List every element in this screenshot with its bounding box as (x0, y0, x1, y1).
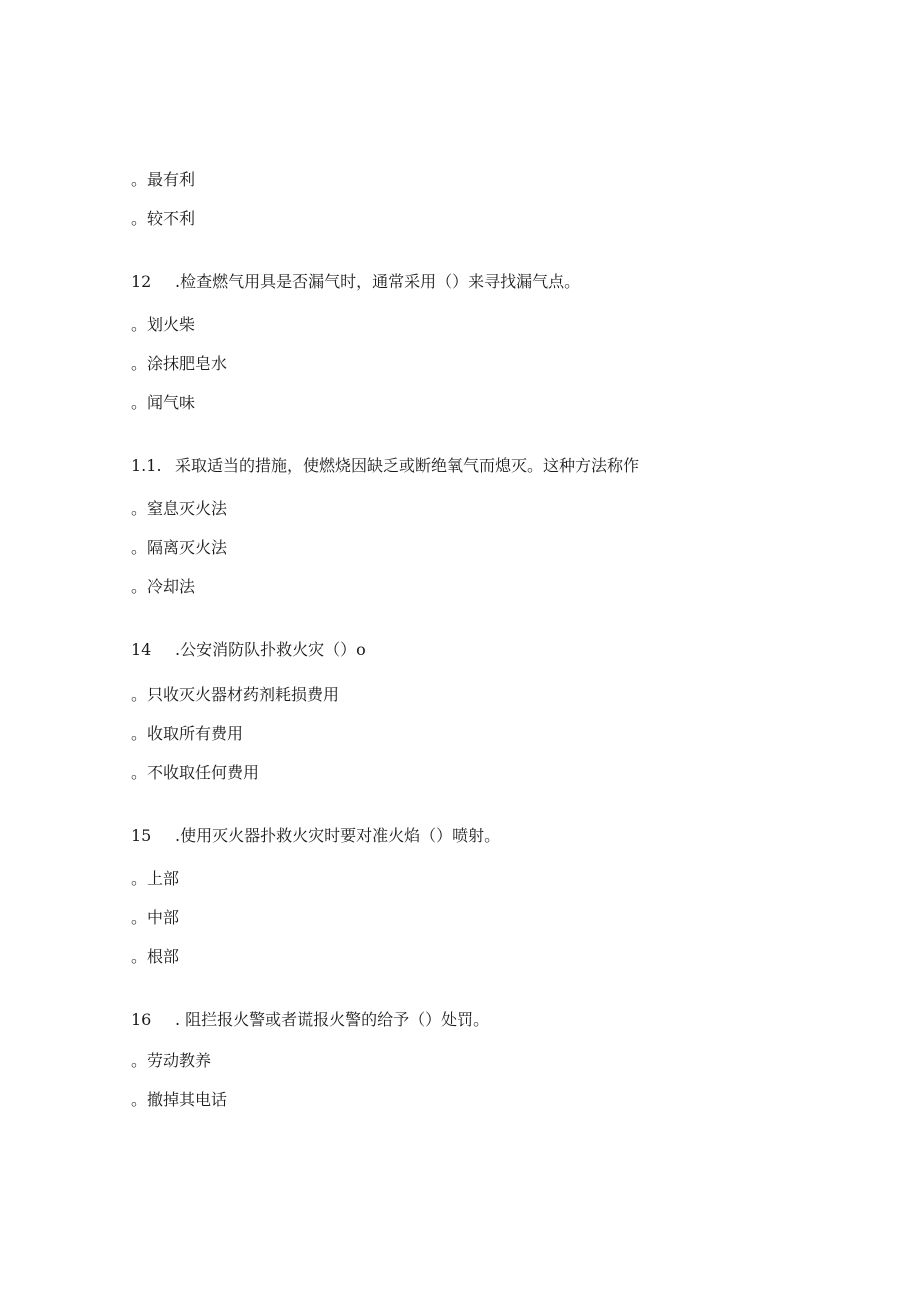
question-16 (131, 1010, 489, 1030)
option-item: 。较不利 (131, 209, 196, 228)
option-item: 。上部 (131, 869, 180, 888)
option-item: 。撤掉其电话 (131, 1090, 228, 1109)
option-item: 。冷却法 (131, 577, 196, 596)
question-number: 15 (131, 826, 152, 845)
question-number: 14 (131, 640, 152, 659)
question-15 (131, 826, 500, 846)
option-item: 。只收灭火器材药剂耗损费用 (131, 685, 340, 704)
option-item: 。根部 (131, 947, 180, 966)
option-item: 。劳动教养 (131, 1051, 212, 1070)
question-text: .检查燃气用具是否漏气时，通常采用（）来寻找漏气点。 (175, 272, 581, 291)
question-14 (131, 640, 366, 660)
option-item: 。涂抹肥皂水 (131, 354, 228, 373)
question-text: . 阻拦报火警或者谎报火警的给予（）处罚。 (175, 1010, 490, 1029)
question-text: 采取适当的措施，使燃烧因缺乏或断绝氧气而熄灭。这种方法称作 (175, 456, 640, 475)
option-item: 。不收取任何费用 (131, 763, 260, 782)
option-item: 。划火柴 (131, 315, 196, 334)
option-item: 。隔离灭火法 (131, 538, 228, 557)
question-13 (131, 456, 639, 476)
option-item: 。窒息灭火法 (131, 499, 228, 518)
question-12 (131, 272, 580, 292)
question-number: 12 (131, 272, 152, 291)
option-item: 。中部 (131, 908, 180, 927)
question-number: 1.1. (131, 456, 162, 475)
option-item: 。收取所有费用 (131, 724, 244, 743)
question-number: 16 (131, 1010, 152, 1029)
question-text: .公安消防队扑救火灾（）o (175, 640, 366, 659)
question-text: .使用灭火器扑救火灾时要对准火焰（）喷射。 (175, 826, 501, 845)
option-item: 。闻气味 (131, 393, 196, 412)
option-item: 。最有利 (131, 170, 196, 189)
